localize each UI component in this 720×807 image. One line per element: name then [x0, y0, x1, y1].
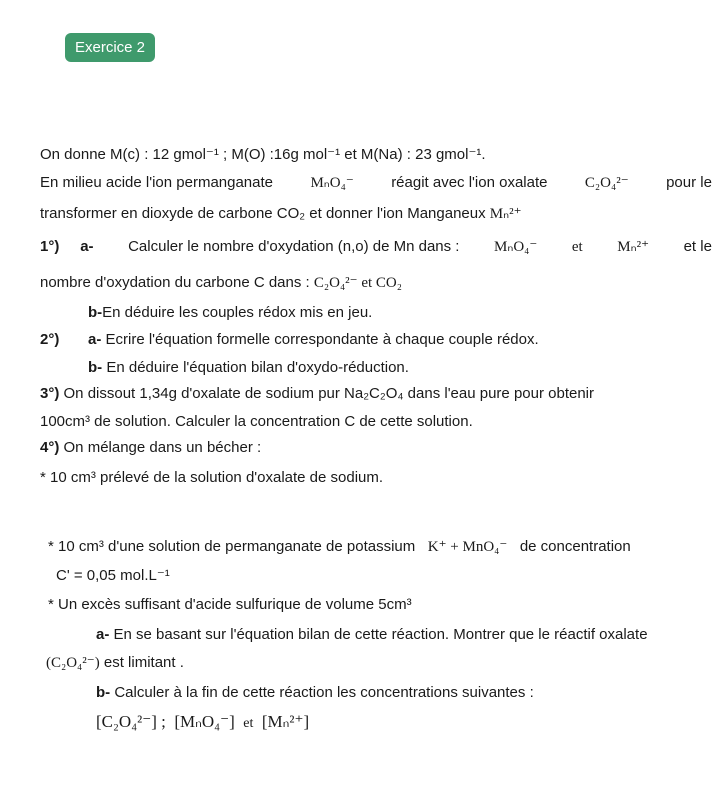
given-molar-masses: On donne M(c) : 12 gmol⁻¹ ; M(O) :16g mol⁻¹ et M(Na) : 23 gmol⁻¹.: [40, 146, 486, 163]
text: de concentration: [519, 538, 631, 555]
text: et: [571, 239, 583, 255]
text: Calculer le nombre d'oxydation (n,o) de Mn dans :: [128, 238, 460, 255]
question-4a: [96, 625, 648, 645]
question-1a-line-1: [40, 237, 712, 257]
text: et: [243, 716, 254, 731]
text: En se basant sur l'équation bilan de cette réaction. Montrer que le réactif oxalate: [113, 626, 648, 643]
question-2b: [88, 358, 409, 378]
formula-oxalate-co2: C₂O₄²⁻ et CO₂: [313, 275, 402, 291]
question-number: 1°): [40, 238, 60, 255]
text: et le: [683, 238, 712, 255]
sub-label: b-: [96, 684, 111, 701]
mixture-item-3: * Un excès suffisant d'acide sulfurique de volume 5cm³: [48, 596, 412, 613]
concentration-value: C' = 0,05 mol.L⁻¹: [56, 567, 170, 584]
question-number: 4°): [40, 439, 60, 456]
formula-permanganate: MₙO₄⁻: [310, 175, 354, 191]
text: On dissout 1,34g d'oxalate de sodium pur Na₂C₂O₄ dans l'eau pure pour obtenir: [63, 385, 594, 402]
formula-manganese-conc: [Mₙ²⁺]: [261, 712, 310, 731]
formula-manganese-ion: Mₙ²⁺: [489, 206, 522, 222]
text: Ecrire l'équation formelle correspondante à chaque couple rédox.: [105, 331, 539, 348]
text: En milieu acide l'ion permanganate: [40, 174, 274, 191]
formula-manganese-ion: Mₙ²⁺: [617, 239, 650, 255]
intro-line-2: [40, 204, 522, 224]
formula-oxalate: C₂O₄²⁻: [584, 175, 629, 191]
text: En déduire les couples rédox mis en jeu.: [102, 304, 373, 321]
mixture-item-2: [48, 537, 631, 557]
formula-oxalate: (C₂O₄²⁻): [46, 655, 100, 671]
question-1a-line-2: [40, 273, 402, 293]
question-4a-line-2: [46, 653, 184, 673]
intro-line-1: [40, 173, 712, 193]
sub-label: b-: [88, 304, 103, 321]
text: est limitant .: [103, 654, 184, 671]
text: pour le: [666, 174, 712, 191]
question-number: 3°): [40, 385, 60, 402]
text: En déduire l'équation bilan d'oxydo-réduction.: [106, 359, 409, 376]
formula-oxalate-conc: [C₂O₄²⁻] ;: [96, 712, 166, 731]
question-2a: [40, 330, 539, 350]
text: Calculer à la fin de cette réaction les concentrations suivantes :: [114, 684, 534, 701]
text: On mélange dans un bécher :: [63, 439, 262, 456]
mixture-item-1: * 10 cm³ prélevé de la solution d'oxalate de sodium.: [40, 469, 384, 486]
sub-label: b-: [88, 359, 103, 376]
text: nombre d'oxydation du carbone C dans :: [40, 274, 310, 291]
text: transformer en dioxyde de carbone CO₂ et donner l'ion Manganeux: [40, 205, 486, 222]
formula-permanganate: MₙO₄⁻: [494, 239, 538, 255]
question-4: [40, 438, 261, 458]
formula-potassium-permanganate: K⁺ + MnO₄⁻: [427, 539, 508, 555]
question-4b: [96, 683, 534, 703]
sub-label: a-: [80, 238, 94, 255]
question-1b: [88, 303, 372, 323]
exercise-title-badge: Exercice 2: [65, 33, 155, 62]
text: réagit avec l'ion oxalate: [391, 174, 548, 191]
sub-label: a-: [96, 626, 110, 643]
formula-permanganate-conc: [MₙO₄⁻]: [174, 712, 235, 731]
concentrations-list: [96, 712, 309, 734]
text: * 10 cm³ d'une solution de permanganate de potassium: [48, 538, 416, 555]
question-3-line-2: 100cm³ de solution. Calculer la concentration C de cette solution.: [40, 413, 473, 430]
question-number: 2°): [40, 331, 60, 348]
sub-label: a-: [88, 331, 102, 348]
question-3-line-1: [40, 384, 712, 404]
